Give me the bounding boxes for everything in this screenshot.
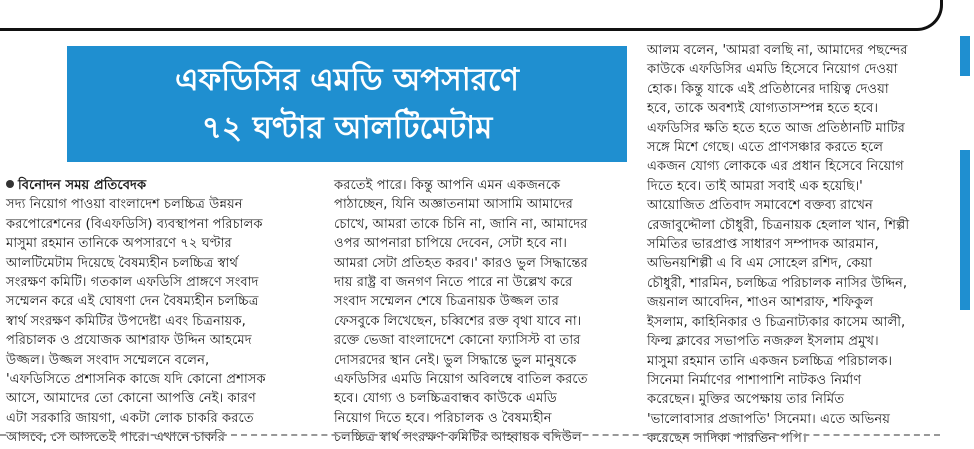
text-line: মাসুমা রহমান তানিকে অপসারণে ৭২ ঘণ্টার	[6, 236, 232, 252]
text-line: হবে, তাকে অবশ্যই যোগ্যতাসম্পন্ন হতে হবে।	[647, 101, 879, 117]
text-line: সংরক্ষণ কমিটি। গতকাল এফডিসি প্রাঙ্গণে সংবাদ	[6, 275, 259, 291]
text-line: চোখে, আমরা তাকে চিনি না, জানি না, আমাদের	[334, 216, 588, 232]
text-line: করেছেন সাদিকা পারভিন পপি।	[647, 431, 807, 447]
text-line: ওপর আপনারা চাপিয়ে দেবেন, সেটা হবে না।	[334, 236, 567, 252]
text-line: আসবে, সে আসতেই পারে। এখানে চাকরি	[6, 430, 226, 446]
text-line: সঙ্গে মিশে গেছে। এতে প্রাণসঞ্চার করতে হলে	[647, 140, 884, 156]
text-line: চলচ্চিত্র স্বার্থ সংরক্ষণ কমিটির আহ্বায়ক বদিউল	[334, 430, 582, 446]
byline	[6, 176, 266, 195]
text-line: 'এফডিসিতে প্রশাসনিক কাজে যদি কোনো প্রশাসক	[6, 372, 266, 388]
text-line: স্বার্থ সংরক্ষণ কমিটির উপদেষ্টা এবং চিত্রনায়ক,	[6, 313, 246, 329]
text-line: পরিচালক ও প্রযোজক আশরাফ উদ্দিন আহমেদ	[6, 333, 252, 349]
text-line: সিনেমা নির্মাণের পাশাপাশি নাটকও নির্মাণ	[647, 372, 862, 388]
text-line: করেছেন। মুক্তির অপেক্ষায় তার নির্মিত	[647, 392, 845, 408]
text-line: আমরা সেটা প্রতিহত করব।' কারও ভুল সিদ্ধান্তের	[334, 255, 588, 271]
text-line: রেজাবুদ্দৌলা চৌধুরী, চিত্রনায়ক হেলাল খান, শিল্পী	[647, 217, 910, 233]
text-line: আলম বলেন, 'আমরা বলছি না, আমাদের পছন্দের	[647, 43, 908, 58]
text-line: একজন যোগ্য লোককে এর প্রধান হিসেবে নিয়োগ	[647, 159, 904, 175]
text-line: অভিনয়শিল্পী এ বি এম সোহেল রশিদ, কেয়া	[647, 256, 873, 272]
edge-accent-bar	[960, 36, 970, 76]
article-column-2	[334, 176, 588, 448]
text-line: দোসরদের স্থান নেই। ভুল সিদ্ধান্তে ভুল মানুষকে	[334, 352, 577, 368]
article-column-3	[647, 41, 909, 449]
bullet-icon	[6, 180, 14, 188]
headline-line-1: এফডিসির এমডি অপসারণে	[174, 62, 519, 98]
text-line: দিতে হবে। তাই আমরা সবাই এক হয়েছি।'	[647, 178, 863, 194]
text-line: সংবাদ সম্মেলন শেষে চিত্রনায়ক উজ্জল তার	[334, 294, 559, 310]
text-line: আসে, আমাদের তো কোনো আপত্তি নেই। কারণ	[6, 391, 256, 407]
text-line: কাউকে এফডিসির এমডি হিসেবে নিয়োগ দেওয়া	[647, 62, 898, 78]
text-line: উজ্জল। উজ্জল সংবাদ সম্মেলনে বলেন,	[6, 352, 210, 368]
text-line: হবে। যোগ্য ও চলচ্চিত্রবান্ধব কাউকে এমডি	[334, 391, 557, 407]
text-line: এফডিসির এমডি নিয়োগ অবিলম্বে বাতিল করতে	[334, 372, 588, 388]
right-edge-strip	[956, 0, 974, 420]
text-line: হোক। কিন্তু যাকে এই প্রতিষ্ঠানের দায়িত্ব দেওয়া	[647, 81, 889, 97]
text-line: ফিল্ম ক্লাবের সভাপতি নজরুল ইসলাম প্রমুখ।	[647, 334, 879, 350]
text-line: চৌধুরী, শারমিন, চলচ্চিত্র পরিচালক নাসির উদ্দিন,	[647, 275, 908, 291]
text-line: সম্মেলন করে এই ঘোষণা দেন বৈষম্যহীন চলচ্চিত্র	[6, 294, 259, 310]
text-line: নিয়োগ দিতে হবে। পরিচালক ও বৈষম্যহীন	[334, 410, 552, 426]
text-line: এটা সরকারি জায়গা, একটা লোক চাকরি করতে	[6, 410, 254, 426]
text-line: করতেই পারে। কিন্তু আপনি এমন একজনকে	[334, 178, 561, 193]
bottom-divider	[0, 434, 940, 436]
text-line: পাঠাচ্ছেন, যিনি অজ্ঞাতনামা আসামি আমাদের	[334, 197, 573, 213]
headline-box	[67, 46, 627, 162]
text-line: ইসলাম, কাহিনিকার ও চিত্রনাট্যকার কাসেম আলী,	[647, 314, 906, 330]
text-line: মাসুমা রহমান তানি একজন চলচ্চিত্র পরিচালক।	[647, 353, 893, 369]
article-column-1	[6, 176, 266, 448]
text-line: আয়োজিত প্রতিবাদ সমাবেশে বক্তব্য রাখেন	[647, 198, 873, 214]
text-line: রক্তে ভেজা বাংলাদেশে কোনো ফ্যাসিস্ট বা তার	[334, 333, 581, 349]
text-line: ফেসবুকে লিখেছেন, চব্বিশের রক্ত বৃথা যাবে না।	[334, 313, 582, 329]
text-line: দায় রাষ্ট্র বা জনগণ নিতে পারে না উল্লেখ করে	[334, 275, 573, 291]
headline-line-2: ৭২ ঘণ্টার আলটিমেটাম	[201, 110, 493, 146]
text-line: এফডিসির ক্ষতি হতে হতে আজ প্রতিষ্ঠানটি মাটির	[647, 120, 905, 136]
column-3-body	[647, 41, 909, 449]
text-line: করপোরেশনের (বিএফডিসি) ব্যবস্থাপনা পরিচালক	[6, 216, 263, 232]
text-line: সমিতির ভারপ্রাপ্ত সাধারণ সম্পাদক আরমান,	[647, 237, 879, 253]
column-2-body	[334, 176, 588, 448]
text-line: জয়নাল আবেদিন, শাওন আশরাফ, শফিকুল	[647, 295, 874, 311]
column-1-body	[6, 195, 266, 447]
byline-text: বিনোদন সময় প্রতিবেদক	[18, 178, 147, 193]
text-line: সদ্য নিয়োগ পাওয়া বাংলাদেশ চলচ্চিত্র উন্নয়ন	[6, 197, 243, 213]
text-line: 'ভালোবাসার প্রজাপতি' সিনেমা। এতে অভিনয়	[647, 411, 891, 427]
edge-accent-bar	[960, 150, 970, 310]
top-frame-border	[0, 0, 943, 31]
text-line: আলটিমেটাম দিয়েছে বৈষম্যহীন চলচ্চিত্র স্বার্থ	[6, 255, 238, 271]
